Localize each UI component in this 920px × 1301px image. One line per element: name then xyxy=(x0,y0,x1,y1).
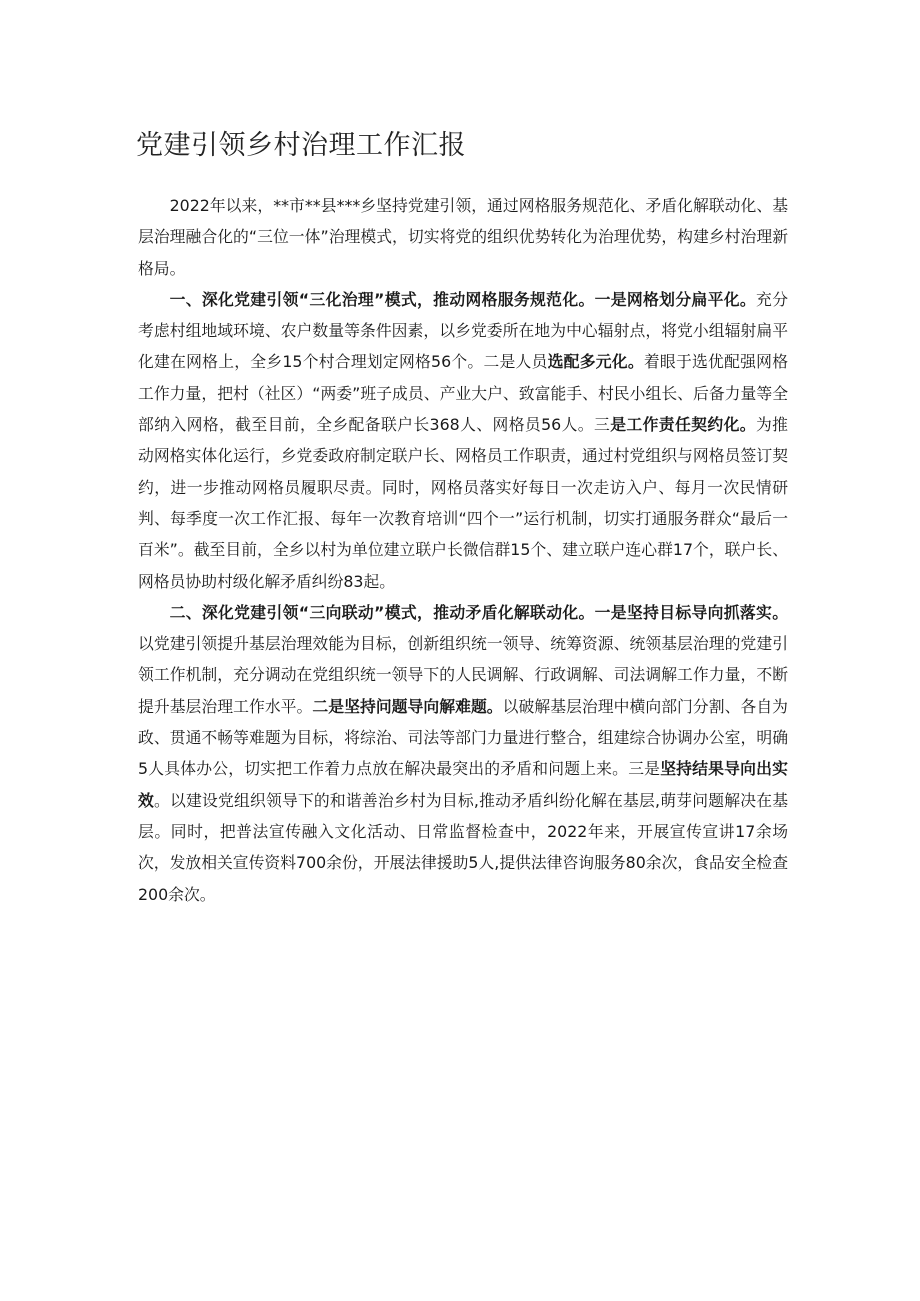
section-1-point-2-prefix: 二是人员 xyxy=(483,352,548,372)
section-1-point-3-text: 为推动网格实体化运行，乡党委政府制定联户长、网格员工作职责，通过村党组织与网格员签订契约，进一步推动网格员履职尽责。同时，网格员落实好每日一次走访入户、每月一次民情研判、每季度一次工作汇报、每年一次教育培训“四个一”运行机制，切实打通服务群众“最后一百米”。截至目前，全乡以村为单位建立联户长微信群15个、建立联户连心群17个，联户长、网格员协助村级化解矛盾纠纷83起。 xyxy=(138,415,788,591)
section-2-paragraph xyxy=(138,597,788,910)
section-2-point-1-text: 以党建引领提升基层治理效能为目标，创新组织统一领导、统筹资源、统领基层治理的党建引领工作机制，充分调动在党组织统一领导下的人民调解、行政调解、司法调解工作力量，不断提升基层治理工作水平。 xyxy=(138,634,788,716)
section-1-heading: 一、深化党建引领“三化治理”模式，推动网格服务规范化。 xyxy=(169,289,595,309)
section-1-point-3-title: 是工作责任契约化。 xyxy=(610,415,756,435)
section-2-heading: 二、深化党建引领“三向联动”模式，推动矛盾化解联动化。 xyxy=(169,602,595,622)
section-1-point-2-title: 选配多元化。 xyxy=(547,352,644,372)
section-1-point-2-text: 着眼于选优配强网格工作力量，把村（社区）“两委”班子成员、产业大户、致富能手、村民小组长、后备力量等全部纳入网格，截至目前，全乡配备联户长368人、网格员56人。 xyxy=(138,352,788,435)
section-1-point-3-prefix: 三 xyxy=(593,415,611,435)
section-2-point-2-text: 以破解基层治理中横向部门分割、各自为政、贯通不畅等难题为目标，将综治、司法等部门力量进行整合，组建综合协调办公室，明确5人具体办公，切实把工作着力点放在解决最突出的矛盾和问题上来。 xyxy=(138,696,788,779)
section-1-point-1-title: 一是网格划分扁平化。 xyxy=(594,289,757,309)
section-2-point-2-title: 二是坚持问题导向解难题。 xyxy=(312,696,503,716)
section-1-paragraph xyxy=(138,284,788,597)
section-2-point-3-prefix: 三是 xyxy=(628,759,661,779)
section-2-point-3-text: 。以建设党组织领导下的和谐善治乡村为目标,推动矛盾纠纷化解在基层,萌芽问题解决在基层。同时，把普法宣传融入文化活动、日常监督检查中，2022年来，开展宣传宣讲17余场次，发放相关宣传资料700余份，开展法律援助5人,提供法律咨询服务80余次，食品安全检查200余次。 xyxy=(138,790,788,904)
section-2-point-1-title: 一是坚持目标导向抓落实。 xyxy=(594,602,788,622)
section-2-point-3-title: 坚持结果导向出实效 xyxy=(138,759,788,810)
section-1-point-1-text: 充分考虑村组地域环境、农户数量等条件因素，以乡党委所在地为中心辐射点，将党小组辐射扁平化建在网格上，全乡15个村合理划定网格56个。 xyxy=(138,289,788,372)
document-title: 党建引领乡村治理工作汇报 xyxy=(136,130,466,161)
document-body xyxy=(138,190,788,910)
intro-paragraph: 2022年以来，**市**县***乡坚持党建引领，通过网格服务规范化、矛盾化解联动化、基层治理融合化的“三位一体”治理模式，切实将党的组织优势转化为治理优势，构建乡村治理新格局。 xyxy=(138,196,788,278)
